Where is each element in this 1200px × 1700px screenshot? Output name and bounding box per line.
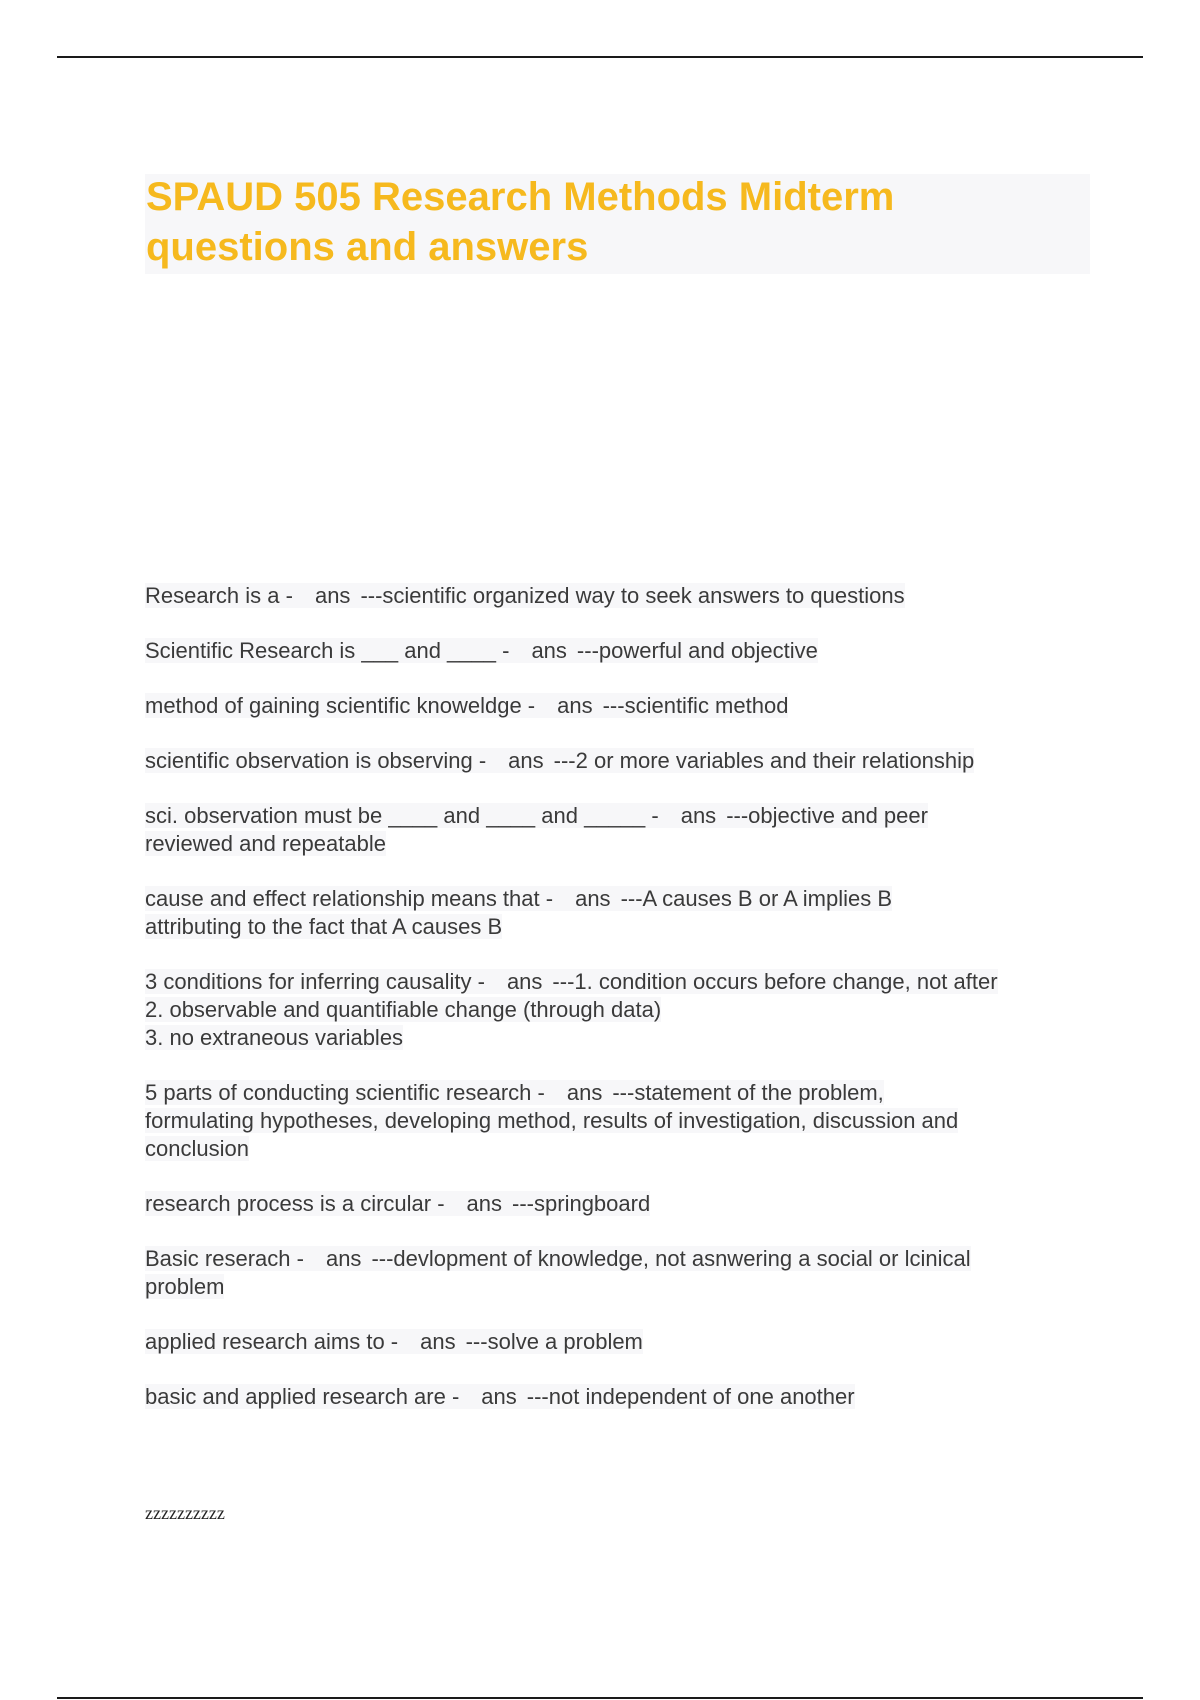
qa-answer: ---not independent of one another bbox=[526, 1384, 855, 1409]
qa-line-highlight bbox=[145, 969, 998, 994]
qa-ans-label: ans bbox=[325, 1246, 362, 1271]
qa-line bbox=[145, 968, 1095, 996]
qa-line bbox=[145, 1273, 1095, 1301]
qa-question: cause and effect relationship means that - bbox=[145, 886, 554, 911]
qa-answer: ---A causes B or A implies B bbox=[620, 886, 892, 911]
qa-ans-label: ans bbox=[314, 583, 351, 608]
qa-ans-label: ans bbox=[680, 803, 717, 828]
qa-ans-label: ans bbox=[566, 1080, 603, 1105]
qa-line-highlight bbox=[145, 803, 928, 828]
qa-line bbox=[145, 885, 1095, 913]
qa-line bbox=[145, 1245, 1095, 1273]
qa-line bbox=[145, 747, 1095, 775]
qa-question: Research is a - bbox=[145, 583, 293, 608]
qa-answer: ---scientific organized way to seek answers to questions bbox=[360, 583, 905, 608]
qa-answer: ---devlopment of knowledge, not asnwering a social or lcinical bbox=[371, 1246, 971, 1271]
qa-question: 5 parts of conducting scientific research - bbox=[145, 1080, 545, 1105]
qa-item bbox=[145, 1383, 1095, 1411]
qa-answer: ---powerful and objective bbox=[576, 638, 818, 663]
qa-answer: conclusion bbox=[145, 1136, 249, 1161]
qa-question: Basic reserach - bbox=[145, 1246, 304, 1271]
qa-ans-label: ans bbox=[466, 1191, 503, 1216]
qa-line bbox=[145, 1079, 1095, 1107]
qa-question: basic and applied research are - bbox=[145, 1384, 460, 1409]
qa-line bbox=[145, 913, 1095, 941]
qa-answer: 3. no extraneous variables bbox=[145, 1025, 404, 1050]
qa-question: sci. observation must be ____ and ____ and _____ - bbox=[145, 803, 659, 828]
qa-line bbox=[145, 582, 1095, 610]
qa-line-highlight bbox=[145, 1108, 958, 1133]
qa-answer: ---solve a problem bbox=[465, 1329, 643, 1354]
qa-answer: ---springboard bbox=[512, 1191, 651, 1216]
qa-item bbox=[145, 637, 1095, 665]
qa-list bbox=[145, 582, 1095, 1438]
qa-line-highlight bbox=[145, 1136, 249, 1161]
qa-item bbox=[145, 968, 1095, 1052]
qa-answer: problem bbox=[145, 1274, 225, 1299]
footer-text: zzzzzzzzzz bbox=[145, 1503, 225, 1523]
qa-item bbox=[145, 802, 1095, 858]
qa-ans-label: ans bbox=[481, 1384, 517, 1409]
qa-item bbox=[145, 1328, 1095, 1356]
qa-line-highlight bbox=[145, 1384, 855, 1409]
qa-line-highlight bbox=[145, 886, 892, 911]
qa-answer: ---statement of the problem, bbox=[612, 1080, 884, 1105]
qa-answer: ---scientific method bbox=[602, 693, 789, 718]
qa-line bbox=[145, 1328, 1095, 1356]
qa-line bbox=[145, 802, 1095, 830]
qa-question: research process is a circular - bbox=[145, 1191, 445, 1216]
bottom-rule bbox=[57, 1697, 1143, 1699]
qa-item bbox=[145, 885, 1095, 941]
qa-line bbox=[145, 996, 1095, 1024]
qa-answer: ---1. condition occurs before change, not after bbox=[552, 969, 998, 994]
qa-line-highlight bbox=[145, 638, 818, 663]
qa-ans-label: ans bbox=[506, 969, 543, 994]
qa-ans-label: ans bbox=[508, 748, 544, 773]
qa-question: scientific observation is observing - bbox=[145, 748, 487, 773]
top-rule bbox=[57, 56, 1143, 58]
qa-item bbox=[145, 747, 1095, 775]
qa-ans-label: ans bbox=[575, 886, 611, 911]
qa-answer: ---2 or more variables and their relationship bbox=[553, 748, 975, 773]
qa-ans-label: ans bbox=[531, 638, 567, 663]
qa-line bbox=[145, 1190, 1095, 1218]
qa-line bbox=[145, 1383, 1095, 1411]
qa-line bbox=[145, 1135, 1095, 1163]
qa-line-highlight bbox=[145, 1080, 884, 1105]
qa-line-highlight bbox=[145, 693, 788, 718]
qa-line-highlight bbox=[145, 1025, 403, 1050]
qa-line-highlight bbox=[145, 997, 661, 1022]
qa-line-highlight bbox=[145, 583, 905, 608]
qa-line-highlight bbox=[145, 1274, 224, 1299]
qa-ans-label: ans bbox=[420, 1329, 456, 1354]
qa-line bbox=[145, 637, 1095, 665]
qa-ans-label: ans bbox=[557, 693, 593, 718]
qa-question: 3 conditions for inferring causality - bbox=[145, 969, 485, 994]
qa-line bbox=[145, 1024, 1095, 1052]
qa-line bbox=[145, 1107, 1095, 1135]
qa-item bbox=[145, 582, 1095, 610]
qa-item bbox=[145, 1190, 1095, 1218]
qa-question: applied research aims to - bbox=[145, 1329, 399, 1354]
qa-line-highlight bbox=[145, 914, 502, 939]
qa-line bbox=[145, 830, 1095, 858]
qa-line-highlight bbox=[145, 1191, 650, 1216]
qa-answer: attributing to the fact that A causes B bbox=[145, 914, 503, 939]
qa-line-highlight bbox=[145, 831, 386, 856]
qa-answer: reviewed and repeatable bbox=[145, 831, 386, 856]
qa-item bbox=[145, 692, 1095, 720]
qa-line-highlight bbox=[145, 748, 974, 773]
qa-line-highlight bbox=[145, 1329, 643, 1354]
qa-line bbox=[145, 692, 1095, 720]
qa-question: method of gaining scientific knoweldge - bbox=[145, 693, 536, 718]
qa-line-highlight bbox=[145, 1246, 971, 1271]
qa-item bbox=[145, 1079, 1095, 1163]
qa-answer: ---objective and peer bbox=[726, 803, 928, 828]
qa-answer: formulating hypotheses, developing method, results of investigation, discussion and bbox=[145, 1108, 959, 1133]
qa-answer: 2. observable and quantifiable change (through data) bbox=[145, 997, 662, 1022]
qa-item bbox=[145, 1245, 1095, 1301]
document-title: SPAUD 505 Research Methods Midterm questions and answers bbox=[146, 175, 895, 269]
qa-question: Scientific Research is ___ and ____ - bbox=[145, 638, 510, 663]
